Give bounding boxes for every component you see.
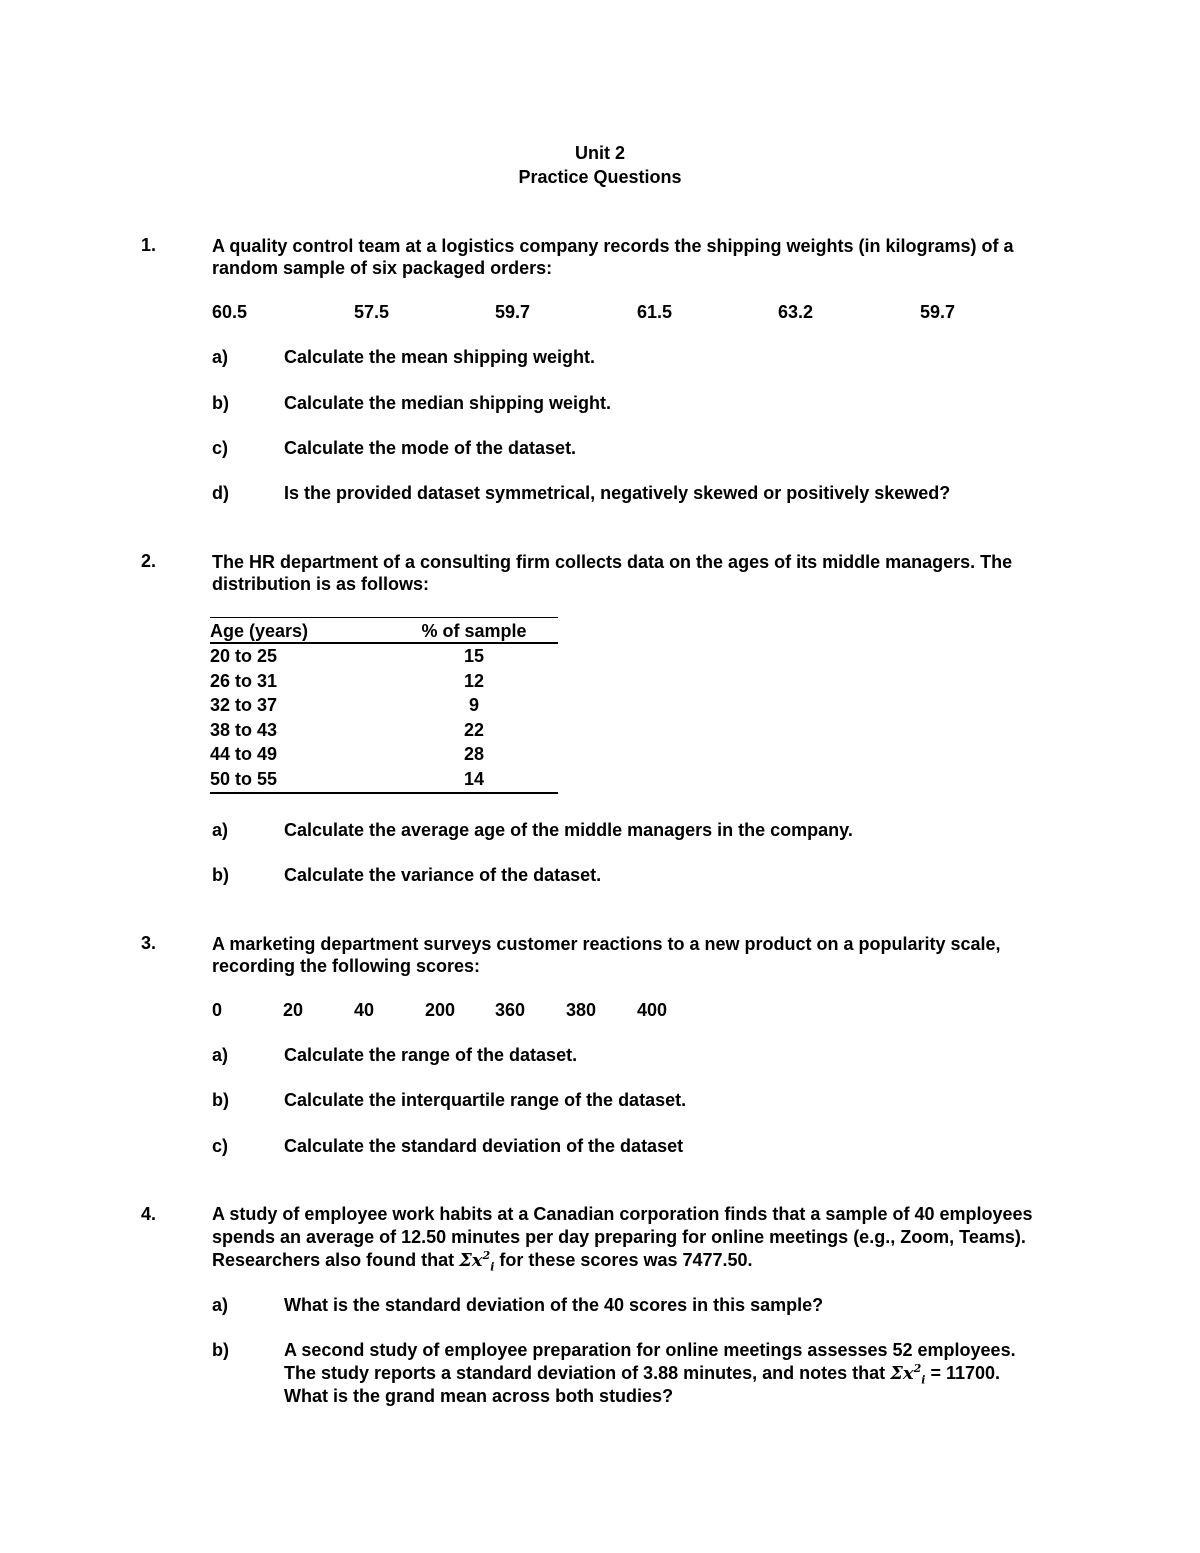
part-label: a) [212, 1045, 229, 1065]
table-cell: 26 to 31 [210, 670, 278, 691]
part-text: Calculate the interquartile range of the dataset. [284, 1090, 687, 1110]
question-number: 3. [141, 933, 157, 953]
table-cell: 22 [463, 719, 485, 740]
table-row [210, 643, 558, 669]
question-text: The HR department of a consulting firm collects data on the ages of its middle managers. The distribution is as follows: [212, 552, 1013, 594]
part-text: Calculate the mean shipping weight. [284, 347, 596, 367]
data-value: 200 [425, 1000, 456, 1020]
sum-of-squares-symbol [459, 1249, 495, 1274]
part-label: c) [212, 1136, 229, 1156]
age-distribution-table [210, 617, 558, 794]
table-row [210, 767, 558, 793]
column-header: % of sample [390, 618, 558, 644]
part-label: a) [212, 347, 229, 367]
data-value: 380 [566, 1000, 597, 1020]
table-cell: 28 [463, 744, 485, 765]
text-segment: Researchers also found that [212, 1250, 460, 1270]
sigma-symbol: Σx [890, 1363, 914, 1384]
table-header-row [210, 618, 558, 644]
part-text: Calculate the median shipping weight. [284, 393, 612, 413]
part-label: a) [212, 1295, 229, 1315]
part-text: Calculate the variance of the dataset. [284, 865, 602, 885]
question-number: 2. [141, 551, 157, 571]
subscript: i [921, 1373, 926, 1387]
part-text: Is the provided dataset symmetrical, negatively skewed or positively skewed? [284, 483, 951, 503]
text-segment: The study reports a standard deviation of 3.88 minutes, and notes that [284, 1363, 891, 1383]
table-row [210, 718, 558, 743]
part-text-line: What is the grand mean across both studies? [284, 1386, 674, 1406]
text-segment: = 11700. [925, 1363, 1001, 1383]
part-text: What is the standard deviation of the 40 scores in this sample? [284, 1295, 824, 1315]
question-number: 4. [141, 1204, 157, 1224]
part-text-line: A second study of employee preparation for online meetings assesses 52 employees. [284, 1340, 1016, 1360]
data-value: 40 [354, 1000, 375, 1020]
data-value: 20 [283, 1000, 304, 1020]
part-label: b) [212, 1090, 229, 1110]
part-label: c) [212, 438, 229, 458]
table-row [210, 693, 558, 718]
part-text: Calculate the mode of the dataset. [284, 438, 577, 458]
data-value: 63.2 [778, 302, 814, 322]
data-value: 0 [212, 1000, 223, 1020]
part-label: b) [212, 1340, 229, 1360]
part-label: b) [212, 865, 229, 885]
table-cell: 14 [463, 768, 485, 789]
table-cell: 12 [463, 670, 485, 691]
part-label: b) [212, 393, 229, 413]
data-value: 60.5 [212, 302, 248, 322]
data-value: 57.5 [354, 302, 390, 322]
question-number: 1. [141, 235, 157, 255]
part-text: Calculate the range of the dataset. [284, 1045, 578, 1065]
data-value: 400 [637, 1000, 668, 1020]
part-label: a) [212, 820, 229, 840]
data-value: 360 [495, 1000, 526, 1020]
question-text: A marketing department surveys customer reactions to a new product on a popularity scale, recording the following scores: [212, 934, 1001, 976]
table-cell: 9 [468, 695, 479, 716]
table-cell: 20 to 25 [210, 646, 278, 666]
question-text-line: spends an average of 12.50 minutes per day preparing for online meetings (e.g., Zoom, Teams). [212, 1227, 1026, 1247]
sum-of-squares-symbol [890, 1362, 926, 1387]
table-cell: 44 to 49 [210, 744, 278, 765]
part-text: Calculate the standard deviation of the dataset [284, 1136, 684, 1156]
page-title: Unit 2 [574, 143, 625, 163]
data-value: 61.5 [637, 302, 673, 322]
superscript: 2 [913, 1362, 922, 1375]
part-text-line [284, 1362, 1001, 1387]
data-value: 59.7 [920, 302, 956, 322]
question-text: A quality control team at a logistics company records the shipping weights (in kilograms) of a random sample of six packaged orders: [212, 236, 1014, 278]
part-label: d) [212, 483, 229, 503]
table-cell: 50 to 55 [210, 768, 278, 789]
subscript: i [490, 1260, 495, 1274]
table-row [210, 742, 558, 767]
text-segment: for these scores was 7477.50. [494, 1250, 753, 1270]
question-text-line [212, 1249, 753, 1274]
data-value: 59.7 [495, 302, 531, 322]
page-subtitle: Practice Questions [518, 167, 682, 187]
column-header: Age (years) [210, 618, 390, 644]
table-row [210, 669, 558, 694]
question-text-line: A study of employee work habits at a Canadian corporation finds that a sample of 40 employees [212, 1204, 1033, 1224]
table-cell: 32 to 37 [210, 695, 278, 716]
part-text: Calculate the average age of the middle managers in the company. [284, 820, 853, 840]
superscript: 2 [482, 1249, 491, 1262]
table-cell: 15 [463, 646, 485, 666]
table-cell: 38 to 43 [210, 719, 278, 740]
sigma-symbol: Σx [459, 1250, 483, 1271]
